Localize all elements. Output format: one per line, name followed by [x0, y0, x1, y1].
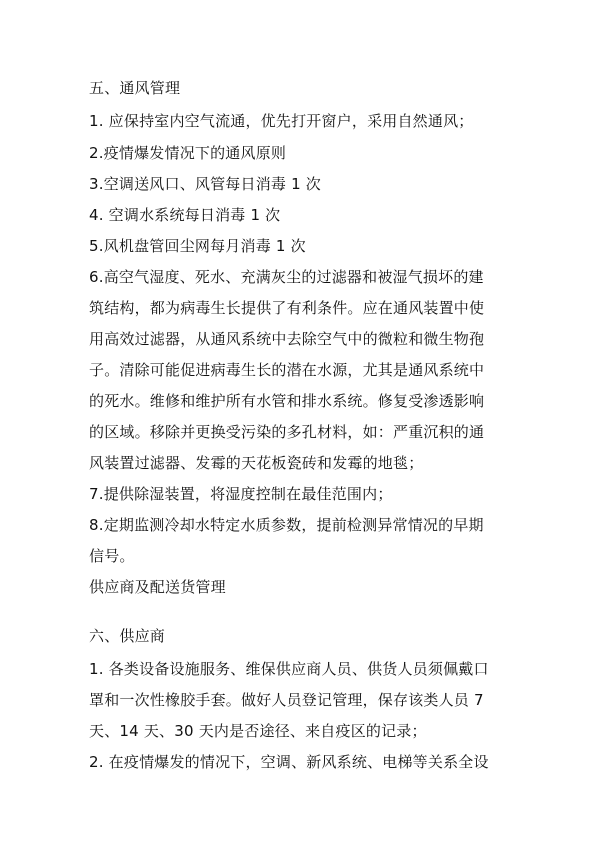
list-item: 2. 在疫情爆发的情况下，空调、新风系统、电梯等关系全设: [89, 753, 489, 771]
list-item: 6.高空气湿度、死水、充满灰尘的过滤器和被湿气损坏的建: [89, 268, 484, 286]
section-heading-supplier-delivery: 供应商及配送货管理: [89, 578, 226, 596]
list-item: 4. 空调水系统每日消毒 1 次: [89, 206, 281, 224]
paragraph-line: 天、14 天、30 天内是否途径、来自疫区的记录；: [89, 722, 427, 740]
list-item: 8.定期监测冷却水特定水质参数，提前检测异常情况的早期: [89, 516, 484, 534]
list-item: 3.空调送风口、风管每日消毒 1 次: [89, 175, 321, 193]
paragraph-line: 的死水。维修和维护所有水管和排水系统。修复受渗透影响: [89, 392, 485, 410]
list-item: 2.疫情爆发情况下的通风原则: [89, 144, 287, 162]
paragraph-line: 风装置过滤器、发霉的天花板瓷砖和发霉的地毯；: [89, 454, 424, 472]
section-heading-ventilation: 五、通风管理: [89, 79, 181, 97]
list-item: 1. 应保持室内空气流通，优先打开窗户，采用自然通风；: [89, 112, 474, 130]
section-heading-supplier: 六、供应商: [89, 627, 166, 645]
paragraph-line: 筑结构，都为病毒生长提供了有利条件。应在通风装置中使: [89, 299, 485, 317]
paragraph-line: 用高效过滤器，从通风系统中去除空气中的微粒和微生物孢: [89, 330, 485, 348]
list-item: 5.风机盘管回尘网每月消毒 1 次: [89, 237, 306, 255]
list-item: 1. 各类设备设施服务、维保供应商人员、供货人员须佩戴口: [89, 660, 489, 678]
list-item: 7.提供除湿装置，将湿度控制在最佳范围内；: [89, 485, 393, 503]
paragraph-line: 的区域。移除并更换受污染的多孔材料，如：严重沉积的通: [89, 423, 485, 441]
paragraph-line: 信号。: [89, 547, 135, 565]
paragraph-line: 子。清除可能促进病毒生长的潜在水源，尤其是通风系统中: [89, 361, 485, 379]
paragraph-line: 罩和一次性橡胶手套。做好人员登记管理，保存该类人员 7: [89, 691, 484, 709]
